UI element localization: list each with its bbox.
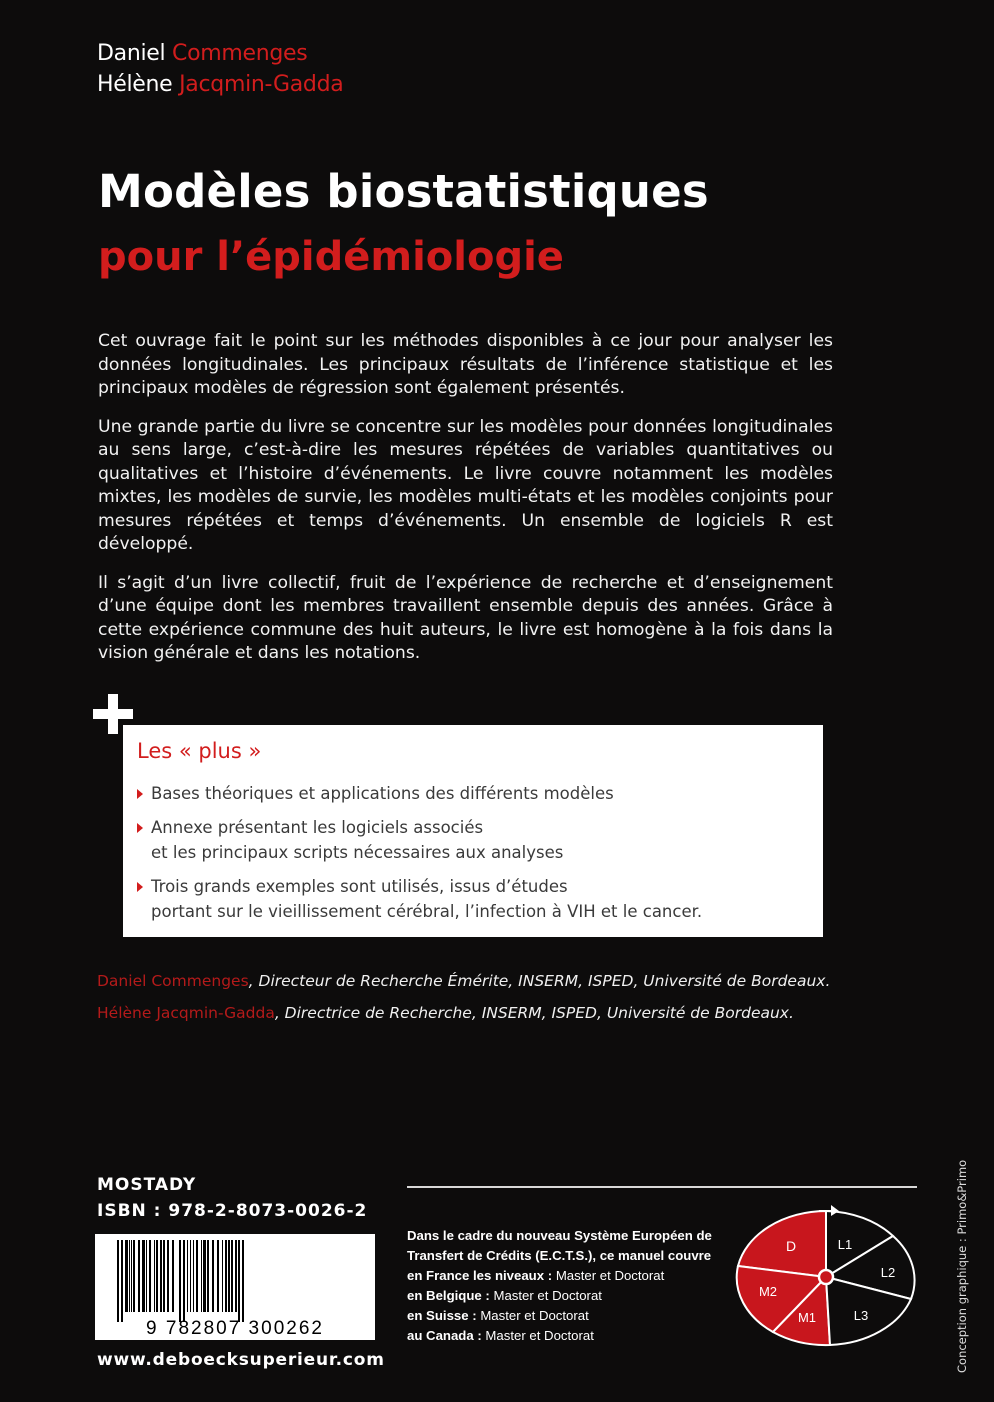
credit-name: Daniel Commenges xyxy=(97,972,249,990)
ects-line xyxy=(407,1266,737,1286)
ects-notice xyxy=(407,1226,737,1346)
barcode-bar xyxy=(149,1240,151,1312)
barcode-bar xyxy=(154,1240,155,1312)
ects-line xyxy=(407,1286,737,1306)
highlight-item xyxy=(137,815,817,865)
ects-line xyxy=(407,1326,737,1346)
wheel-label-l3: L3 xyxy=(853,1308,869,1323)
author-2 xyxy=(97,69,343,100)
credit-role: , Directeur de Recherche Émérite, INSERM, ISPED, Université de Bordeaux. xyxy=(248,972,831,990)
barcode-bar xyxy=(231,1240,233,1312)
credit-name: Hélène Jacqmin-Gadda xyxy=(97,1004,275,1022)
authors xyxy=(97,38,343,100)
barcode-bar xyxy=(193,1240,194,1312)
bullet-arrow-icon xyxy=(137,789,143,799)
highlight-line: et les principaux scripts nécessaires aux analyses xyxy=(151,843,564,862)
barcode-bar xyxy=(228,1240,230,1312)
blurb-paragraph-2: Une grande partie du livre se concentre sur les modèles pour données longitudinales au sens large, c’est-à-dire les mesures répétées de variables quantitatives ou qualitatives et l’histoire d’événements. Le livre couvre notamment les modèles mixtes, les modèles de survie, les modèles multi-états et les modèles conjoints pour mesures répétées et temps d’événements. Un ensemble de logiciels R est développé. xyxy=(98,416,833,554)
blurb xyxy=(98,330,833,681)
highlight-line: Annexe présentant les logiciels associés xyxy=(151,818,484,837)
barcode-bar xyxy=(225,1240,227,1312)
highlights-heading: Les « plus » xyxy=(137,739,262,763)
author-1-family: Commenges xyxy=(172,41,308,66)
author-credit-2 xyxy=(97,1004,794,1022)
wheel-label-l2: L2 xyxy=(880,1265,896,1280)
ects-levels: Master et Doctorat xyxy=(555,1268,665,1283)
ects-region: en Suisse : xyxy=(407,1308,477,1323)
barcode-bar xyxy=(172,1240,174,1312)
barcode-bar xyxy=(196,1240,198,1312)
publisher-website: www.deboecksuperieur.com xyxy=(97,1350,385,1370)
barcode-bar xyxy=(138,1240,140,1312)
barcode-bar xyxy=(222,1240,223,1312)
barcode-digits: 9 782807 300262 xyxy=(146,1318,324,1339)
wheel-hub xyxy=(819,1270,833,1284)
wheel-label-l1: L1 xyxy=(837,1237,853,1252)
wheel-label-d: D xyxy=(785,1238,797,1254)
ects-region: en Belgique : xyxy=(407,1288,490,1303)
isbn: ISBN : 978-2-8073-0026-2 xyxy=(97,1201,368,1221)
bullet-arrow-icon xyxy=(137,823,143,833)
barcode-bar xyxy=(190,1240,191,1312)
level-wheel xyxy=(733,1204,933,1364)
barcode-bar xyxy=(179,1240,181,1322)
barcode-bar xyxy=(187,1240,188,1312)
highlights-list xyxy=(137,781,817,933)
barcode-bar xyxy=(133,1240,135,1312)
author-1-given: Daniel xyxy=(97,41,166,66)
barcode-bar xyxy=(117,1240,119,1322)
barcode-bar xyxy=(131,1240,132,1312)
barcode-bar xyxy=(125,1240,128,1312)
barcode-bar xyxy=(121,1240,123,1322)
barcode-bar xyxy=(201,1240,202,1312)
ects-line xyxy=(407,1306,737,1326)
highlight-line: portant sur le vieillissement cérébral, l’infection à VIH et le cancer. xyxy=(151,902,703,921)
barcode-bar xyxy=(217,1240,219,1312)
divider xyxy=(407,1186,917,1188)
barcode-bar xyxy=(212,1240,214,1312)
publisher-code: MOSTADY xyxy=(97,1175,197,1195)
ects-intro: Dans le cadre du nouveau Système Européen de Transfert de Crédits (E.C.T.S.), ce manuel couvre xyxy=(407,1228,712,1263)
barcode-bar xyxy=(238,1240,240,1322)
barcode-bar xyxy=(242,1240,244,1322)
design-credit xyxy=(955,1118,975,1373)
barcode-bar xyxy=(183,1240,185,1322)
highlight-item xyxy=(137,781,817,806)
wheel-label-m1: M1 xyxy=(797,1310,817,1325)
ects-levels: Master et Doctorat xyxy=(493,1288,602,1303)
bullet-arrow-icon xyxy=(137,882,143,892)
ects-region: en France les niveaux : xyxy=(407,1268,553,1283)
ects-region: au Canada : xyxy=(407,1328,482,1343)
barcode-bar xyxy=(235,1240,237,1312)
ects-levels: Master et Doctorat xyxy=(485,1328,594,1343)
barcode-bars xyxy=(95,1234,375,1340)
barcode xyxy=(95,1234,375,1340)
book-subtitle: pour l’épidémiologie xyxy=(98,234,564,280)
blurb-paragraph-3: Il s’agit d’un livre collectif, fruit de l’expérience de recherche et d’enseignement d’une équipe dont les membres travaillent ensemble depuis des années. Grâce à cette expérience commune des huit auteurs, le livre est homogène à la fois dans la vision générale et dans les notations. xyxy=(98,572,833,663)
barcode-bar xyxy=(146,1240,147,1312)
highlight-item xyxy=(137,874,817,924)
design-credit-text: Conception graphique : Primo&Primo xyxy=(955,1159,969,1373)
barcode-bar xyxy=(129,1240,130,1312)
barcode-bar xyxy=(207,1240,209,1312)
book-title: Modèles biostatistiques xyxy=(98,165,709,218)
barcode-bar xyxy=(156,1240,158,1312)
barcode-bar xyxy=(203,1240,206,1312)
author-2-family: Jacqmin-Gadda xyxy=(179,72,344,97)
level-wheel-graphic xyxy=(733,1204,933,1364)
wheel-label-m2: M2 xyxy=(758,1284,778,1299)
author-2-given: Hélène xyxy=(97,72,173,97)
author-1 xyxy=(97,38,343,69)
highlight-line: Trois grands exemples sont utilisés, issus d’études xyxy=(151,877,568,896)
ects-levels: Master et Doctorat xyxy=(480,1308,589,1323)
barcode-bar xyxy=(142,1240,145,1312)
author-credit-1 xyxy=(97,972,830,990)
blurb-paragraph-1: Cet ouvrage fait le point sur les méthodes disponibles à ce jour pour analyser les données longitudinales. Les principaux résultats de l’inférence statistique et les principaux modèles de régression sont également présentés. xyxy=(98,331,833,398)
barcode-bar xyxy=(167,1240,169,1312)
highlight-line: Bases théoriques et applications des différents modèles xyxy=(151,784,614,803)
credit-role: , Directrice de Recherche, INSERM, ISPED, Université de Bordeaux. xyxy=(274,1004,794,1022)
barcode-bar xyxy=(160,1240,162,1312)
barcode-bar xyxy=(163,1240,165,1312)
highlights-box xyxy=(123,725,823,937)
